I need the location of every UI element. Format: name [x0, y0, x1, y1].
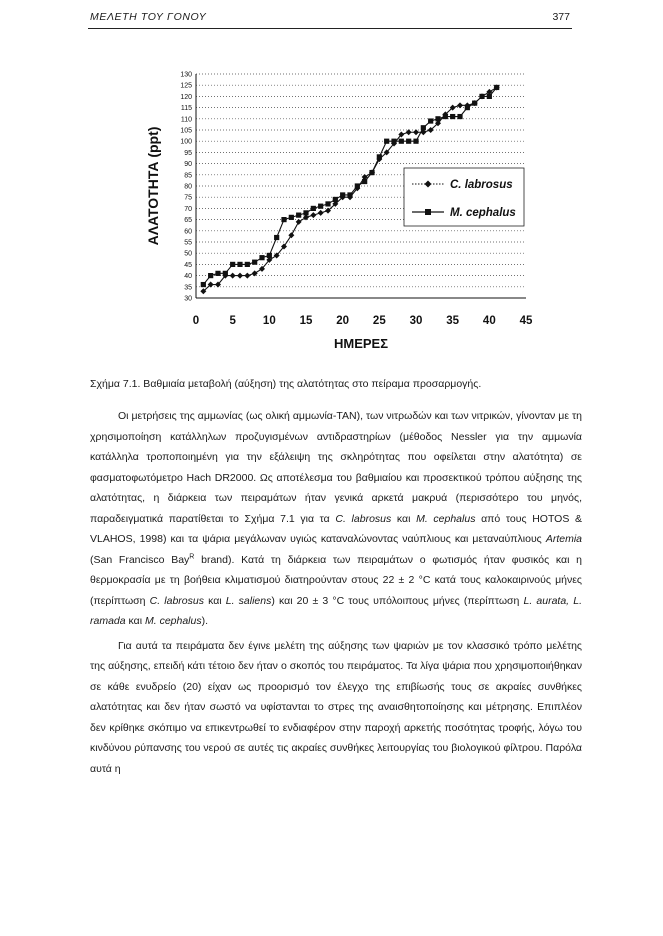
data-point [472, 101, 477, 106]
data-point [259, 255, 264, 260]
superscript: R [189, 553, 195, 560]
x-tick-label: 15 [299, 315, 313, 327]
y-tick-label: 80 [184, 183, 192, 191]
salinity-chart [140, 62, 550, 352]
data-point [252, 260, 257, 265]
data-point [267, 253, 272, 258]
text-run: Οι μετρήσεις της αμμωνίας (ως ολική αμμωνία-TAN), των νιτρωδών και των νιτρικών, γίνονταν με τη χρησιμοποίηση κατάλληλων προζυγισμένων αντιδραστηρίων (μέθοδος Nessler για την αμμωνία κατάλληλα τροποποιημένη για την εξάλειψη της σκληρότητας που οφείλεται στην αλατότητα) σε φασματοφωτόμετρο Hach DR2000. Ως αποτέλεσμα του βαθμιαίου και προσεκτικού τρόπου αύξησης της αλατότητας, η διάρκεια των πειραμάτων ήταν γενικά αρκετά μακρυά (περισσότερο του μηνός, παραδειγματικά παρατίθεται το Σχήμα 7.1 για τα [90, 410, 582, 525]
x-tick-label: 35 [446, 315, 460, 327]
species-name: M. cephalus [144, 615, 202, 627]
data-point [340, 192, 345, 197]
text-run: (San Francisco Bay [90, 553, 190, 566]
running-title: ΜΕΛΕΤΗ ΤΟΥ ΓΟΝΟΥ [90, 11, 207, 23]
data-point [399, 139, 404, 144]
data-point [208, 273, 213, 278]
text-run: και [208, 594, 222, 607]
data-point [465, 105, 470, 110]
data-point [318, 204, 323, 209]
data-point [479, 94, 484, 99]
data-point [443, 114, 448, 119]
data-point [406, 139, 411, 144]
legend-label: M. cephalus [450, 207, 516, 219]
text-run: από τους HOTOS & VLAHOS, 1998) και τα ψάρια μεγάλωναν υγιώς καταναλώνοντας ναύπλιους και μεταναύπλιους [90, 512, 583, 545]
x-tick-label: 45 [519, 315, 533, 327]
y-tick-label: 95 [184, 149, 192, 157]
y-tick-label: 75 [184, 194, 192, 202]
text-run: ) και 20 ± 3 °C τους υπόλοιπους μήνες (περίπτωση [271, 594, 520, 607]
data-point [289, 215, 294, 220]
text-run: ). [201, 615, 209, 627]
y-tick-label: 60 [184, 228, 192, 236]
data-point [296, 213, 301, 218]
y-tick-label: 100 [180, 138, 192, 146]
species-name: Artemia [545, 533, 582, 545]
data-point [325, 201, 330, 206]
species-name: L. saliens [225, 594, 272, 607]
body-text [90, 406, 582, 779]
data-point [487, 94, 492, 99]
data-point [362, 179, 367, 184]
y-tick-label: 50 [184, 250, 192, 258]
data-point [223, 271, 228, 276]
data-point [237, 273, 243, 279]
data-point [245, 262, 250, 267]
x-tick-label: 40 [482, 315, 496, 327]
paragraph-1 [90, 406, 582, 632]
data-point [494, 85, 499, 90]
y-tick-label: 130 [180, 71, 192, 79]
text-run: και [128, 615, 143, 627]
data-point [369, 170, 374, 175]
y-tick-label: 40 [184, 273, 192, 281]
y-tick-label: 70 [184, 205, 192, 213]
data-point [230, 262, 235, 267]
legend-label: C. labrosus [450, 179, 513, 191]
y-tick-label: 115 [180, 105, 192, 113]
data-point [215, 271, 220, 276]
species-name: C. labrosus [149, 594, 204, 607]
data-point [288, 232, 294, 238]
y-tick-label: 55 [184, 239, 192, 247]
x-tick-label: 10 [262, 315, 276, 327]
y-tick-label: 125 [180, 82, 192, 90]
legend-marker [425, 209, 431, 215]
data-point [311, 206, 316, 211]
data-point [347, 192, 352, 197]
text-run: και [396, 512, 411, 525]
data-point [318, 210, 324, 216]
data-point [230, 273, 236, 279]
data-point [244, 273, 250, 279]
species-name: L. aurata, L. ramada [90, 594, 582, 627]
text-run: brand). Κατά τη διάρκεια των πειραμάτων ο φωτισμός ήταν φυσικός και η θερμοκρασία με τη βοήθεια κλιματισμού διατηρούνταν στους 22 ± 2 °C κατά τους καλοκαιρινούς μήνες (περίπτωση [90, 553, 583, 607]
data-point [237, 262, 242, 267]
species-name: M. cephalus [416, 512, 476, 525]
x-tick-label: 25 [372, 315, 386, 327]
page-header [88, 8, 572, 29]
y-tick-label: 105 [180, 127, 192, 135]
y-tick-label: 35 [184, 284, 192, 292]
data-point [450, 114, 455, 119]
figure-caption: Σχήμα 7.1. Βαθμιαία μεταβολή (αύξηση) της αλατότητας στο πείραμα προσαρμογής. [90, 378, 482, 390]
y-tick-label: 85 [184, 172, 192, 180]
y-tick-label: 110 [180, 116, 192, 124]
paragraph-2: Για αυτά τα πειράματα δεν έγινε μελέτη της αύξησης των ψαριών με τον κλασσικό τρόπο μελέτης της αύξησης, επειδή κάτι τέτοιο δεν ήταν ο σκοπός του πειράματος. Τα λίγα ψάρια που χρησιμοποιήθηκαν σε κάθε ενυδρείο (20) είχαν ως προορισμό τον έλεγχο της επιβίωσής τους σε ακραίες συνθήκες αλατότητας και δεν ήταν σωστό να υφίστανται το στρες της αναισθητοποίησης και μέτρησης. Επιπλέον δεν κρίθηκε σκόπιμο να επικεντρωθεί το ενδιαφέρον στην παροχή αρκετής ποσότητας τροφής, λόγω του κινδύνου ρύπανσης του νερού σε αυτές τις ακραίες συνθήκες λειτουργίας του βιολογικού φίλτρου. Παρόλα αυτά η [90, 639, 582, 775]
x-tick-label: 5 [229, 315, 236, 327]
x-tick-label: 20 [336, 315, 350, 327]
data-point [413, 139, 418, 144]
data-point [384, 139, 389, 144]
data-point [281, 217, 286, 222]
y-tick-label: 30 [184, 295, 192, 303]
y-axis-title: ΑΛΑΤΟΤΗΤΑ (ppt) [145, 126, 161, 246]
data-point [310, 212, 316, 218]
data-point [296, 219, 302, 225]
data-point [333, 197, 338, 202]
data-point [428, 118, 433, 123]
species-name: C. labrosus [335, 512, 392, 525]
y-tick-label: 45 [184, 261, 192, 269]
page-number: 377 [552, 11, 570, 23]
data-point [435, 116, 440, 121]
x-tick-label: 30 [409, 315, 423, 327]
data-point [377, 154, 382, 159]
y-tick-label: 120 [180, 93, 192, 101]
data-point [457, 114, 462, 119]
y-tick-label: 90 [184, 161, 192, 169]
data-point [201, 282, 206, 287]
x-tick-label: 0 [192, 315, 200, 327]
x-axis-title: ΗΜΕΡΕΣ [333, 336, 389, 351]
data-point [303, 210, 308, 215]
data-point [274, 235, 279, 240]
data-point [421, 125, 426, 130]
data-point [391, 139, 396, 144]
data-point [355, 183, 360, 188]
y-tick-label: 65 [184, 217, 192, 225]
